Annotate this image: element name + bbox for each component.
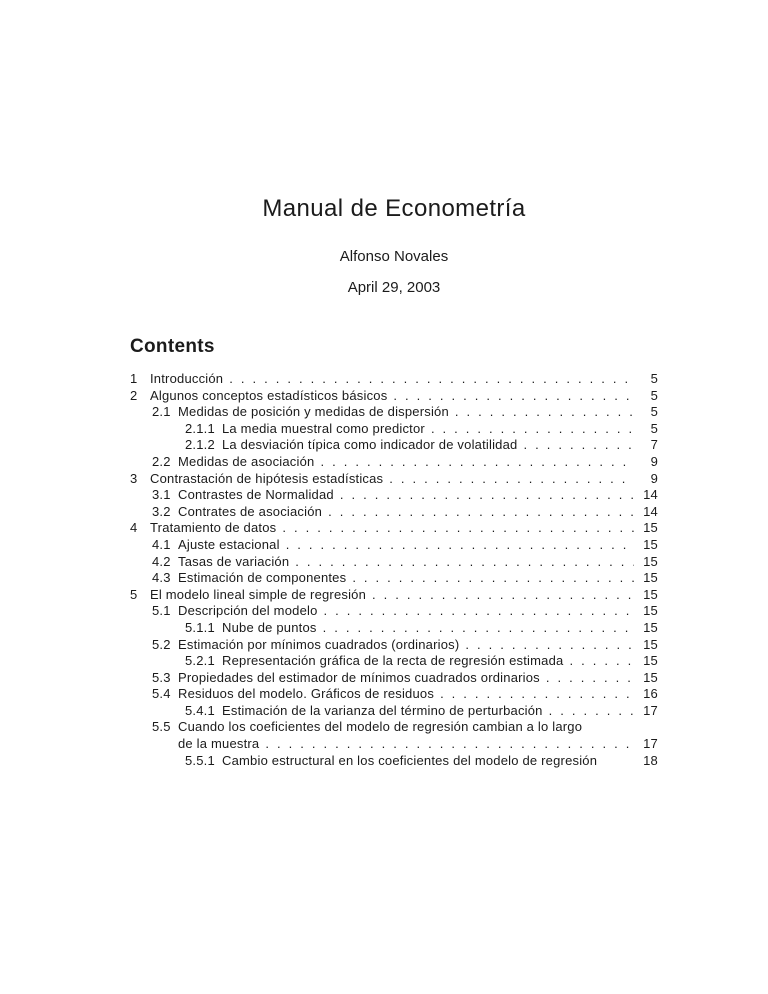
toc-entry-number: 3.2 [152,503,171,519]
toc-dot-leader [372,587,634,604]
toc-dot-leader [286,537,634,554]
toc-entry-title: Residuos del modelo. Gráficos de residuos [178,686,435,702]
toc-dot-leader [455,404,634,421]
toc-entry [130,554,658,571]
toc-entry [130,487,658,504]
toc-dot-leader [295,554,634,571]
toc-dot-leader [431,421,634,438]
toc-entry-number: 5.1 [152,603,171,619]
toc-entry-page: 7 [650,437,658,453]
toc-entry [130,504,658,521]
toc-dot-leader [229,371,634,388]
toc-entry-page: 9 [650,470,658,486]
toc-dot-leader [340,487,634,504]
toc-dot-leader [546,670,634,687]
toc-entry-page: 15 [643,619,658,635]
toc-entry-number: 5 [130,586,138,602]
toc-entry-number: 5.2 [152,636,171,652]
toc-entry-number: 2.2 [152,453,171,469]
toc-entry-page: 5 [650,404,658,420]
toc-entry-number: 5.5 [152,719,171,735]
toc-entry-title: Contrastes de Normalidad [178,487,334,503]
toc-entry-page: 5 [650,420,658,436]
toc-entry-page: 15 [643,553,658,569]
toc-entry [130,587,658,604]
toc-entry-title: Cuando los coeficientes del modelo de regresión cambian a lo largo [178,719,583,735]
toc-dot-leader [320,454,634,471]
toc-entry [130,388,658,405]
toc-entry-title: Medidas de asociación [178,453,315,469]
toc-entry [130,603,658,620]
toc-entry [130,437,658,454]
toc-entry [130,620,658,637]
toc-entry-number: 4.2 [152,553,171,569]
toc-entry-page: 17 [643,736,658,752]
toc-dot-leader [440,686,634,703]
toc-entry-page: 5 [650,371,658,386]
toc-entry [130,454,658,471]
toc-entry-title: La media muestral como predictor [222,420,425,436]
toc-entry-number: 5.2.1 [185,653,215,669]
toc-entry-title: Cambio estructural en los coeficientes del modelo de regresión [222,752,598,768]
toc-entry-title: Algunos conceptos estadísticos básicos [150,387,388,403]
toc-entry-page: 15 [643,586,658,602]
toc-entry [130,570,658,587]
toc-dot-leader [549,703,634,720]
toc-entry-page: 18 [643,752,658,768]
toc-entry-page: 17 [643,702,658,718]
toc-entry-title: Nube de puntos [222,619,317,635]
toc-entry [130,736,658,753]
toc-entry-page: 15 [643,636,658,652]
toc-dot-leader [393,388,634,405]
toc-entry [130,371,658,388]
toc-entry-number: 5.1.1 [185,619,215,635]
toc-dot-leader [523,437,634,454]
toc-entry-number: 3.1 [152,487,171,503]
toc-entry [130,537,658,554]
toc-dot-leader [465,637,634,654]
toc-dot-leader [324,603,634,620]
toc-entry-page: 5 [650,387,658,403]
toc-entry-title: Tratamiento de datos [150,520,277,536]
toc-dot-leader [569,653,634,670]
toc-entry-number: 5.3 [152,669,171,685]
toc-entry-title: Medidas de posición y medidas de dispersión [178,404,449,420]
toc-entry-title: Contrastación de hipótesis estadísticas [150,470,384,486]
toc-entry-page: 9 [650,453,658,469]
toc-entry-page: 16 [643,686,658,702]
author-name: Alfonso Novales [339,248,449,265]
toc-entry [130,670,658,687]
document-date: April 29, 2003 [347,279,441,296]
toc-entry-title: Contrates de asociación [178,503,323,519]
toc-dot-leader [265,736,634,753]
toc-entry-number: 2.1.2 [185,437,215,453]
toc-entry-title: Tasas de variación [178,553,290,569]
toc-entry-title: La desviación típica como indicador de volatilidad [222,437,518,453]
toc-entry-title: Propiedades del estimador de mínimos cuadrados ordinarios [178,669,540,685]
toc-entry-number: 3 [130,470,138,486]
toc-entry [130,686,658,703]
toc-entry-number: 4.1 [152,536,171,552]
toc-dot-leader [352,570,634,587]
toc-entry-page: 15 [643,653,658,669]
contents-heading: Contents [130,336,215,357]
toc-entry-title: Estimación de componentes [178,570,347,586]
toc-entry-number: 1 [130,371,138,386]
table-of-contents [130,371,658,769]
toc-entry-number: 2 [130,387,138,403]
toc-entry-number: 5.4.1 [185,702,215,718]
toc-entry-page: 15 [643,520,658,536]
toc-entry-page: 14 [643,503,658,519]
toc-dot-leader [328,504,634,521]
toc-entry-number: 5.4 [152,686,171,702]
toc-entry-title: El modelo lineal simple de regresión [150,586,367,602]
toc-entry [130,637,658,654]
toc-entry-number: 2.1 [152,404,171,420]
toc-entry-title: Ajuste estacional [178,536,280,552]
toc-entry-title: Introducción [150,371,224,386]
toc-entry-number: 5.5.1 [185,752,215,768]
toc-entry [130,753,658,770]
toc-entry-title: Estimación de la varianza del término de perturbación [222,702,543,718]
toc-entry [130,404,658,421]
toc-entry-title: Representación gráfica de la recta de regresión estimada [222,653,564,669]
toc-entry-number: 4 [130,520,138,536]
toc-entry-number: 4.3 [152,570,171,586]
document-title: Manual de Econometría [262,195,526,222]
toc-entry-number: 2.1.1 [185,420,215,436]
toc-entry-page: 15 [643,570,658,586]
toc-entry [130,703,658,720]
toc-entry [130,520,658,537]
text-block [130,0,658,769]
toc-entry-title: de la muestra [178,736,260,752]
toc-entry [130,421,658,438]
toc-entry-page: 15 [643,603,658,619]
toc-entry [130,471,658,488]
toc-entry-page: 15 [643,536,658,552]
toc-entry [130,653,658,670]
toc-dot-leader [282,520,634,537]
toc-entry-title: Estimación por mínimos cuadrados (ordinarios) [178,636,460,652]
toc-entry-page: 14 [643,487,658,503]
toc-dot-leader [389,471,634,488]
toc-entry-page: 15 [643,669,658,685]
toc-dot-leader [323,620,634,637]
toc-entry-title: Descripción del modelo [178,603,318,619]
toc-entry [130,719,658,736]
